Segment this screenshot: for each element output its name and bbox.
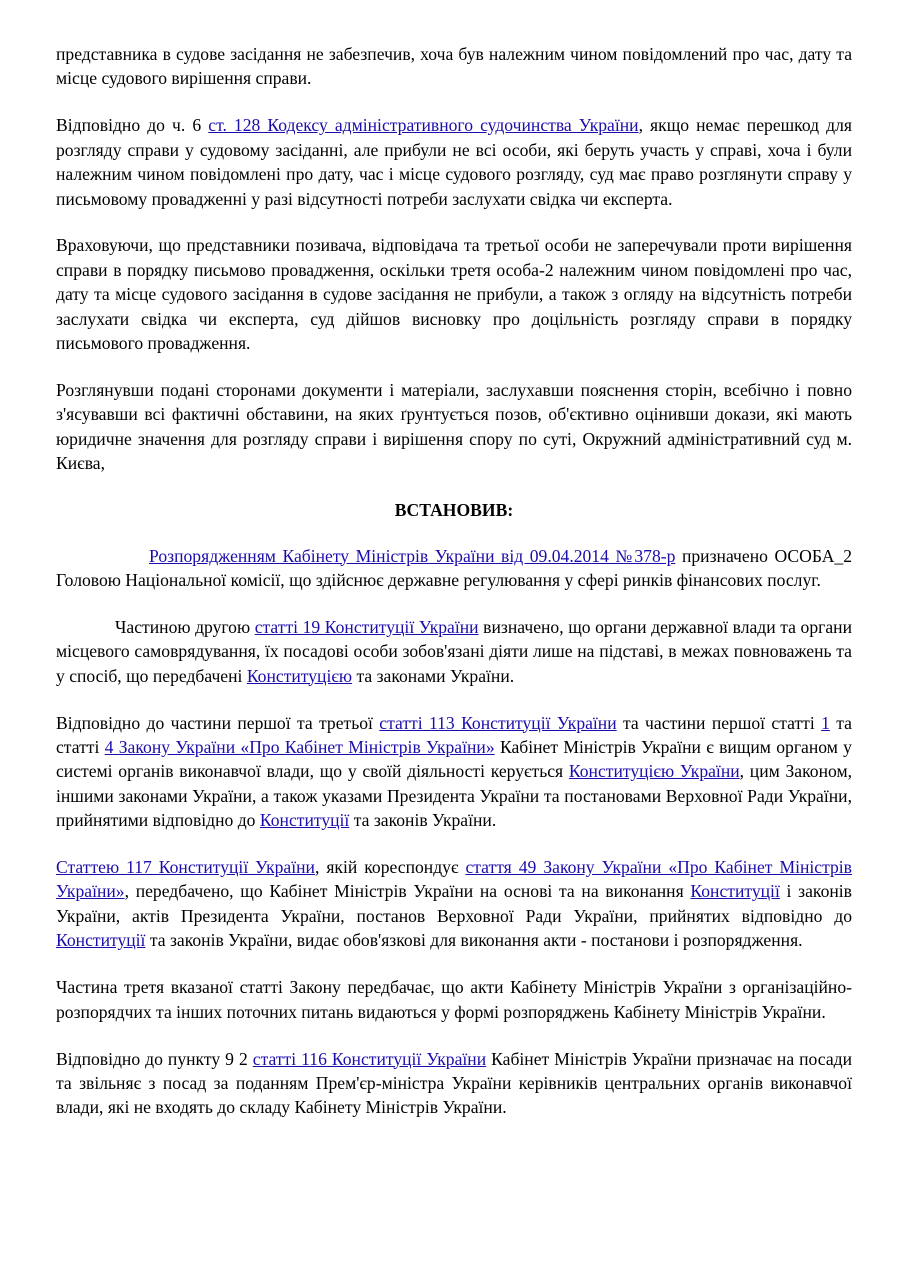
link-constitution-of-ukraine[interactable]: Конституцією України: [568, 761, 740, 782]
paragraph-text: , передбачено, що Кабінет Міністрів України на основі та на виконання: [124, 881, 691, 902]
paragraph-text: Кабінет Міністрів України призначає на посади та звільняє з посад за поданням Прем'єр-міністра України керівників центральних органів виконавчої влади, які не входять до складу Кабінету Міністрів України.: [56, 1048, 852, 1118]
section-heading: ВСТАНОВИВ:: [394, 500, 514, 521]
link-constitution-article-113[interactable]: статті 113 Конституції України: [379, 712, 617, 733]
link-constitution-article-19[interactable]: статті 19 Конституції України: [254, 616, 479, 637]
paragraph-text: і законів України, актів Президента України, постанов Верховної Ради України, прийнятих відповідно до: [56, 881, 852, 926]
link-law-article-1[interactable]: 1: [821, 712, 830, 733]
link-constitution[interactable]: Конституції: [690, 881, 780, 902]
paragraph-text: Кабінет Міністрів України є вищим органом у системі органів виконавчої влади, що у своїй діяльності керується: [56, 736, 852, 782]
paragraph-text: , якій кореспондує: [314, 857, 466, 878]
paragraph-3: [56, 233, 852, 355]
paragraph-10: [56, 1047, 852, 1120]
paragraph-text: , якщо немає перешкод для розгляду справи у судовому засіданні, але прибули не всі особи, які беруть участь у справі, хоча і були належним чином повідомлені про дату, час і місце судового розгляду, суд має право розглянути справу у письмовому провадженні у разі відсутності потреби заслухати свідка чи експерта.: [56, 115, 852, 209]
paragraph-text: , цим Законом, іншими законами України, а також указами Президента України та постановами Верховної Ради України, прийнятими відповідно до: [56, 761, 852, 831]
paragraph-text: Частиною другою: [115, 616, 255, 637]
paragraph-text: визначено, що органи державної влади та органи місцевого самоврядування, їх посадові особи зобов'язані діяти лише на підставі, в межах повноважень та у спосіб, що передбачені: [56, 616, 852, 686]
link-cabinet-order-378[interactable]: Розпорядженням Кабінету Міністрів України від 09.04.2014 №378-р: [149, 545, 676, 566]
paragraph-text: Частина третя вказаної статті Закону передбачає, що акти Кабінету Міністрів України з організаційно-розпорядчих та інших поточних питань видаються у формі розпоряджень Кабінету Міністрів України.: [56, 977, 852, 1022]
paragraph-text: Відповідно до ч. 6: [56, 115, 209, 136]
paragraph-1: [56, 42, 852, 91]
link-kas-article-128[interactable]: ст. 128 Кодексу адміністративного судочинства України: [208, 115, 639, 136]
paragraph-5: [56, 544, 852, 593]
link-law-cabinet-article-4[interactable]: 4 Закону України «Про Кабінет Міністрів України»: [104, 736, 495, 757]
paragraph-text: та частини першої статті: [616, 712, 822, 733]
paragraph-text: Розглянувши подані сторонами документи і матеріали, заслухавши пояснення сторін, всебічно і повно з'ясувавши всі фактичні обставини, на яких ґрунтується позов, об'єктивно оцінивши докази, які мають юридичне значення для розгляду справи і вирішення спору по суті, Окружний адміністративний суд м. Києва,: [56, 379, 852, 474]
paragraph-text: та статті: [56, 712, 852, 757]
paragraph-text: та законами України.: [352, 665, 515, 686]
paragraph-text: Враховуючи, що представники позивача, відповідача та третьої особи не заперечували проти вирішення справи в порядку письмово провадження, оскільки третя особа-2 належним чином повідомлені про час, дату та місце судового засідання в судове засідання не прибули, а також з огляду на відсутність потреби заслухати свідка чи експерта, суд дійшов висновку про доцільність розгляду справи в порядку письмового провадження.: [56, 235, 852, 354]
paragraph-text: призначено ОСОБА_2 Головою Національної комісії, що здійснює державне регулювання у сфері ринків фінансових послуг.: [56, 545, 852, 590]
paragraph-text: Відповідно до пункту 9 2: [56, 1048, 253, 1069]
paragraph-text: та законів України.: [349, 810, 497, 831]
link-constitution-article-116[interactable]: статті 116 Конституції України: [252, 1048, 487, 1069]
paragraph-4: [56, 378, 852, 476]
link-constitution[interactable]: Конституцією: [246, 665, 353, 686]
link-constitution[interactable]: Конституції: [259, 810, 350, 831]
paragraph-2: [56, 113, 852, 211]
link-constitution[interactable]: Конституції: [56, 930, 146, 951]
paragraph-7: [56, 711, 852, 833]
paragraph-text: та законів України, видає обов'язкові для виконання акти - постанови і розпорядження.: [145, 930, 803, 951]
paragraph-6: [56, 615, 852, 688]
paragraph-9: [56, 975, 852, 1024]
paragraph-text: представника в судове засідання не забезпечив, хоча був належним чином повідомлений про час, дату та місце судового вирішення справи.: [56, 44, 852, 89]
link-constitution-article-117[interactable]: Статтею 117 Конституції України: [56, 857, 315, 878]
link-law-cabinet-article-49[interactable]: стаття 49 Закону України «Про Кабінет Міністрів України»: [56, 857, 852, 902]
document-page: [56, 42, 852, 1142]
paragraph-text: Відповідно до частини першої та третьої: [56, 712, 380, 733]
paragraph-8: [56, 855, 852, 953]
